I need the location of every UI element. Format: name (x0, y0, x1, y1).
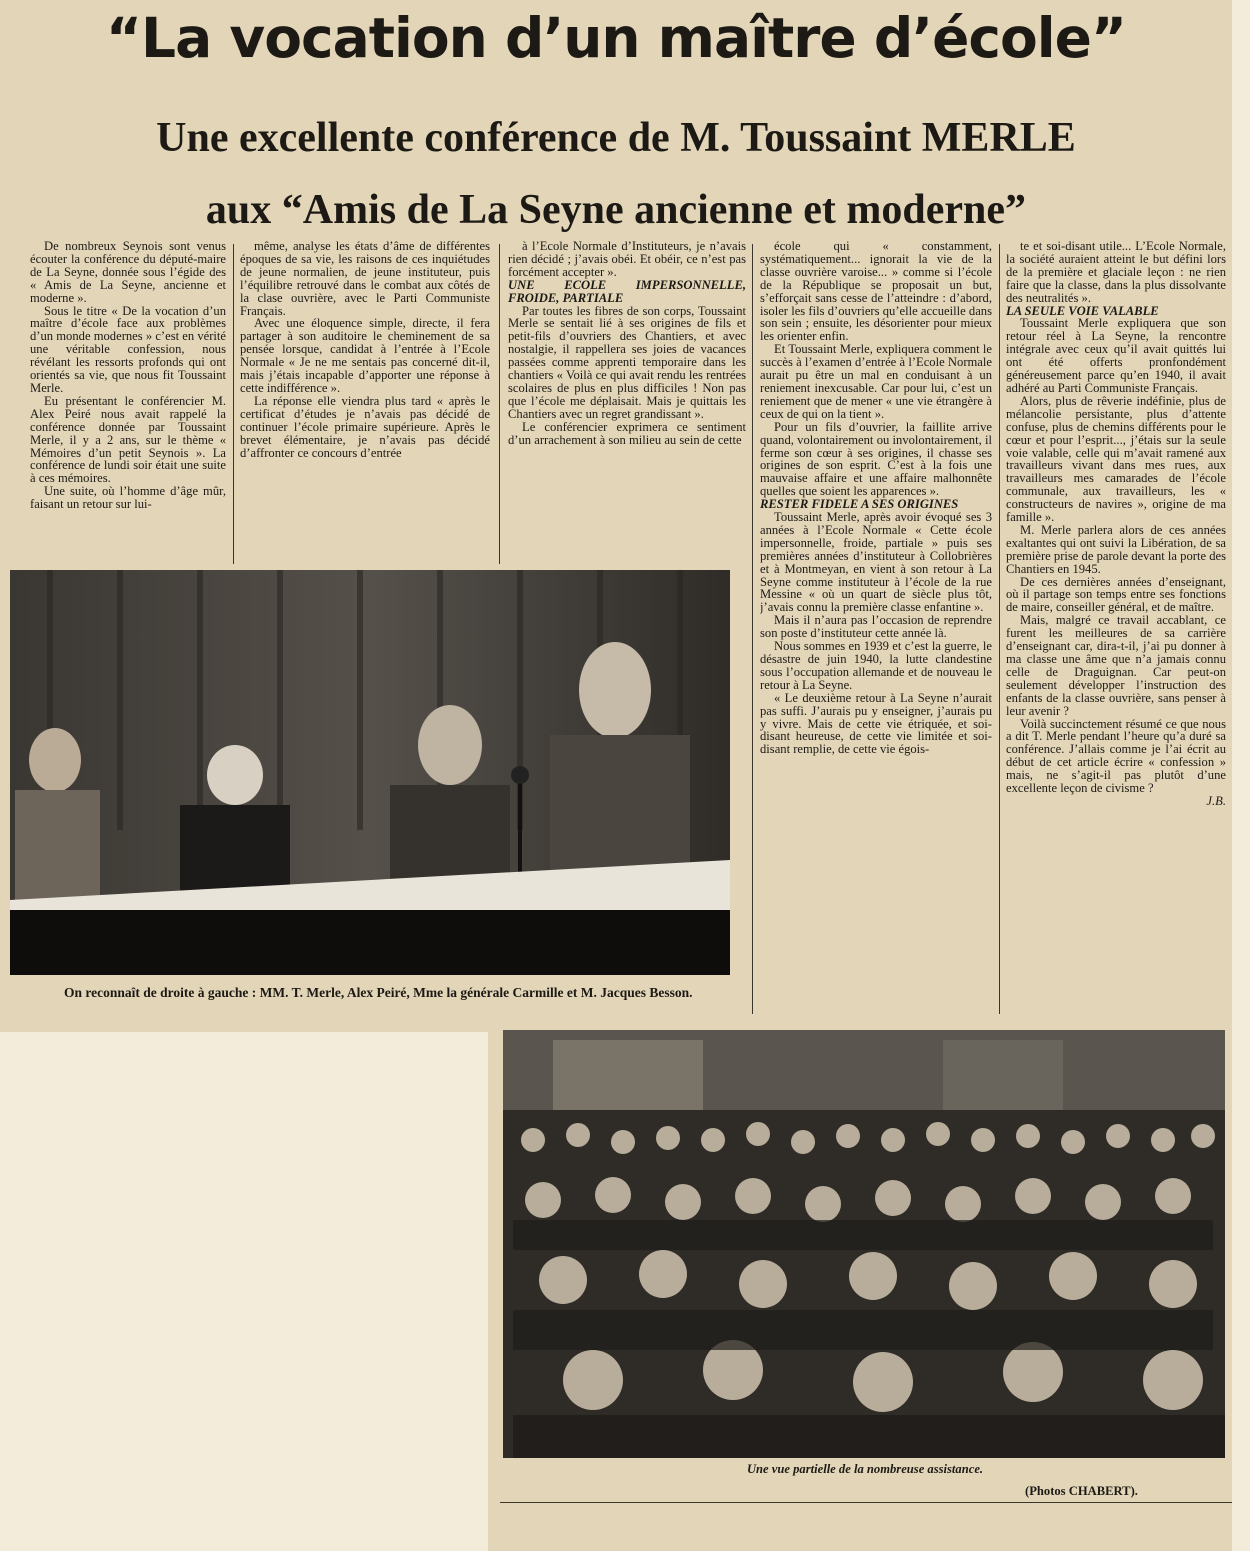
article-column-4 (760, 240, 992, 1020)
article-paragraph: Toussaint Merle expliquera que son retour réel à La Seyne, la rencontre intégrale avec ceux qu’il avait quittés lui ont été offerts pronfondément généreusement parce qu’en 1940, il avait adhéré au Parti Communiste Français. (1006, 316, 1226, 395)
article-paragraph: Par toutes les fibres de son corps, Toussaint Merle se sentait lié à ses origines de fils et petit-fils d’ouvriers des Chantiers, et avec nostalgie, il rappellera ses joies de vacances passées comme apprenti temporaire dans les chantiers « Voilà ce qui avait rendu les rentrées scolaires de plus en plus difficiles ! Non pas que l’école me déplaisait. Mais je quittais les Chantiers avec un regret grandissant ». (508, 303, 746, 421)
article-column-3 (508, 240, 746, 568)
photo-audience (503, 1030, 1225, 1458)
article-paragraph: Pour un fils d’ouvrier, la faillite arrive quand, volontairement ou involontairement, il ferme son cœur à ses origines, il chasse ses origines de son esprit. C’est à la fois une mauvaise affaire et une affaire malhonnête quelles que soient les apparences ». (760, 419, 992, 499)
section-heading: LA SEULE VOIE VALABLE (1006, 303, 1159, 318)
article-paragraph: « Le deuxième retour à La Seyne n’aurait pas suffi. J’aurais pu y enseigner, j’aurais pu y vivre. Mais de cette vie étriquée, et soi-disant heureuse, de cette vie limitée et soi-disant remplie, de cette vie égois- (760, 690, 992, 757)
article-paragraph: Toussaint Merle, après avoir évoqué ses 3 années à l’Ecole Normale « Cette école impersonnelle, froide, partiale » puis ses premières années d’instituteur à Collobrières et à Montmeyan, en vient à son retour à La Seyne comme instituteur à l’école de la rue Messine « où un quart de siècle plus tôt, j’avais connu la première classe enfantine ». (760, 510, 992, 615)
article-paragraph: Eu présentant le conférencier M. Alex Peiré nous avait rappelé la conférence donnée par Toussaint Merle, il y a 2 ans, sur le thème « Mémoires d’un petit Seynois ». La conférence de lundi soir était une suite à ces mémoires. (30, 393, 226, 486)
author-signature: J.B. (1206, 793, 1226, 808)
column-rule (499, 244, 500, 564)
article-paragraph: Mais, malgré ce travail accablant, ce furent les meilleures de sa carrière d’enseignant car, dira-t-il, j’ai pu donner à ma classe une âme que n’a jamais connu celle de Draguignan. Car peut-on seulement développer l’instruction des enfants de la classe ouvrière, sans penser à leur avenir ? (1006, 613, 1226, 718)
bottom-rule (500, 1502, 1232, 1503)
column-rule (233, 244, 234, 564)
photo-speakers-table (10, 570, 730, 975)
article-paragraph: école qui « constamment, systématiquement... ignorait la vie de la classe ouvrière varoise... » comme si l’école de la République se proposait un but, s’efforçait sans cesse de l’atteindre : d’abord, isoler les fils d’ouvriers qu’elle accueille dans son sein ; ensuite, les désorienter pour mieux les orienter enfin. (760, 240, 992, 344)
article-column-2 (240, 240, 490, 568)
section-heading: UNE ECOLE IMPERSONNELLE, FROIDE, PARTIALE (508, 277, 746, 305)
article-paragraph: Sous le titre « De la vocation d’un maître d’école face aux problèmes d’un monde modernes » c’est en vérité une véritable confession, nous révélant les ressorts profonds qui ont orientés sa vie, que nous fit Toussaint Merle. (30, 303, 226, 395)
article-paragraph: te et soi-disant utile... L’Ecole Normale, la société auraient atteint le but défini lors de la première et glaciale leçon : ne rien faire que la classe, dans la plus dissolvante des neutralités ». (1006, 240, 1226, 305)
article-paragraph: Avec une éloquence simple, directe, il fera partager à son auditoire le cheminement de sa pensée lorsque, candidat à l’entrée à l’Ecole Normale « Je ne me sentais pas concerné dit-il, mais j’étais incapable d’apporter une réponse à cette indifférence ». (240, 316, 490, 395)
photo-1-caption: On reconnaît de droite à gauche : MM. T. Merle, Alex Peiré, Mme la générale Carmille et M. Jacques Besson. (64, 985, 693, 1000)
photo-audience-illustration (503, 1030, 1225, 1458)
column-rule (999, 244, 1000, 1014)
section-heading: RESTER FIDELE A SES ORIGINES (760, 497, 959, 512)
article-column-1 (30, 240, 226, 568)
article-paragraph: Nous sommes en 1939 et c’est la guerre, le désastre de juin 1940, la lutte clandestine sous l’occupation allemande et de nouveau le retour à La Seyne. (760, 639, 992, 692)
article-paragraph: Et Toussaint Merle, expliquera comment le succès à l’examen d’entrée à l’Ecole Normale aurait pu être un mal en conduisant à un reniement inexcusable. Car pour lui, c’est un reniement que de mener « une vie étrangère à ceux de qui on la tient ». (760, 342, 992, 421)
article-paragraph: De ces dernières années d’enseignant, où il partage son temps entre ses fonctions de maire, conseiller général, et de maître. (1006, 574, 1226, 615)
subheadline-2: aux “Amis de La Seyne ancienne et moderne” (205, 187, 1027, 233)
article-column-5 (1006, 240, 1226, 1020)
article-paragraph: M. Merle parlera alors de ces années exaltantes qui ont suivi la Libération, de sa première prise de parole devant la porte des Chantiers en 1945. (1006, 522, 1226, 576)
article-paragraph: à l’Ecole Normale d’Instituteurs, je n’avais rien décidé ; j’avais obéi. Et obéir, ce n’est pas forcément accepter ». (508, 240, 746, 279)
article-paragraph: De nombreux Seynois sont venus écouter la conférence du député-maire de La Seyne, donnée sous l’égide des « Amis de La Seyne, ancienne et moderne ». (30, 240, 226, 305)
article-paragraph: même, analyse les états d’âme de différentes époques de sa vie, les raisons de ces inquiétudes de jeune normalien, de jeune instituteur, puis l’équilibre retrouvé dans le combat aux côtés de la clase ouvrière, avec le Parti Communiste Français. (240, 240, 490, 318)
article-paragraph: Le conférencier exprimera ce sentiment d’un arrachement à son milieu au sein de cette (508, 419, 746, 447)
headline: “La vocation d’un maître d’école” (105, 6, 1127, 70)
article-paragraph: La réponse elle viendra plus tard « après le certificat d’études je n’avais pas décidé de continuer l’école primaire supérieure. Après le brevet élémentaire, je n’avais pas décidé d’affronter ce concours d’entrée (240, 393, 490, 460)
photo-credit: (Photos CHABERT). (1025, 1484, 1138, 1498)
article-paragraph: Voilà succinctement résumé ce que nous a dit T. Merle pendant l’heure qu’a duré sa conférence. J’allais comme je l’ai écrit au début de cet article écrire « confession » mais, ne s’agit-il pas plutôt d’une excellente leçon de civisme ? (1006, 716, 1226, 796)
article-paragraph: Mais il n’aura pas l’occasion de reprendre son poste d’instituteur cette année là. (760, 613, 992, 641)
article-paragraph: Une suite, où l’homme d’âge mûr, faisant un retour sur lui- (30, 484, 226, 512)
subheadline-1: Une excellente conférence de M. Toussaint MERLE (156, 115, 1076, 161)
photo-speakers-illustration (10, 570, 730, 975)
column-rule (752, 244, 753, 1014)
article-paragraph: Alors, plus de rêverie indéfinie, plus de mélancolie persistante, plus d’attente confuse, plus de chemins différents pour le cœur et pour l’esprit..., j’étais sur la seule voie valable, celle qui m’avait ramené aux travailleurs vivant dans mes rues, aux travailleurs mes camarades de l’école communale, aux travailleurs, les « constructeurs de navires », origine de ma famille ». (1006, 393, 1226, 525)
photo-2-caption: Une vue partielle de la nombreuse assistance. (746, 1462, 984, 1476)
